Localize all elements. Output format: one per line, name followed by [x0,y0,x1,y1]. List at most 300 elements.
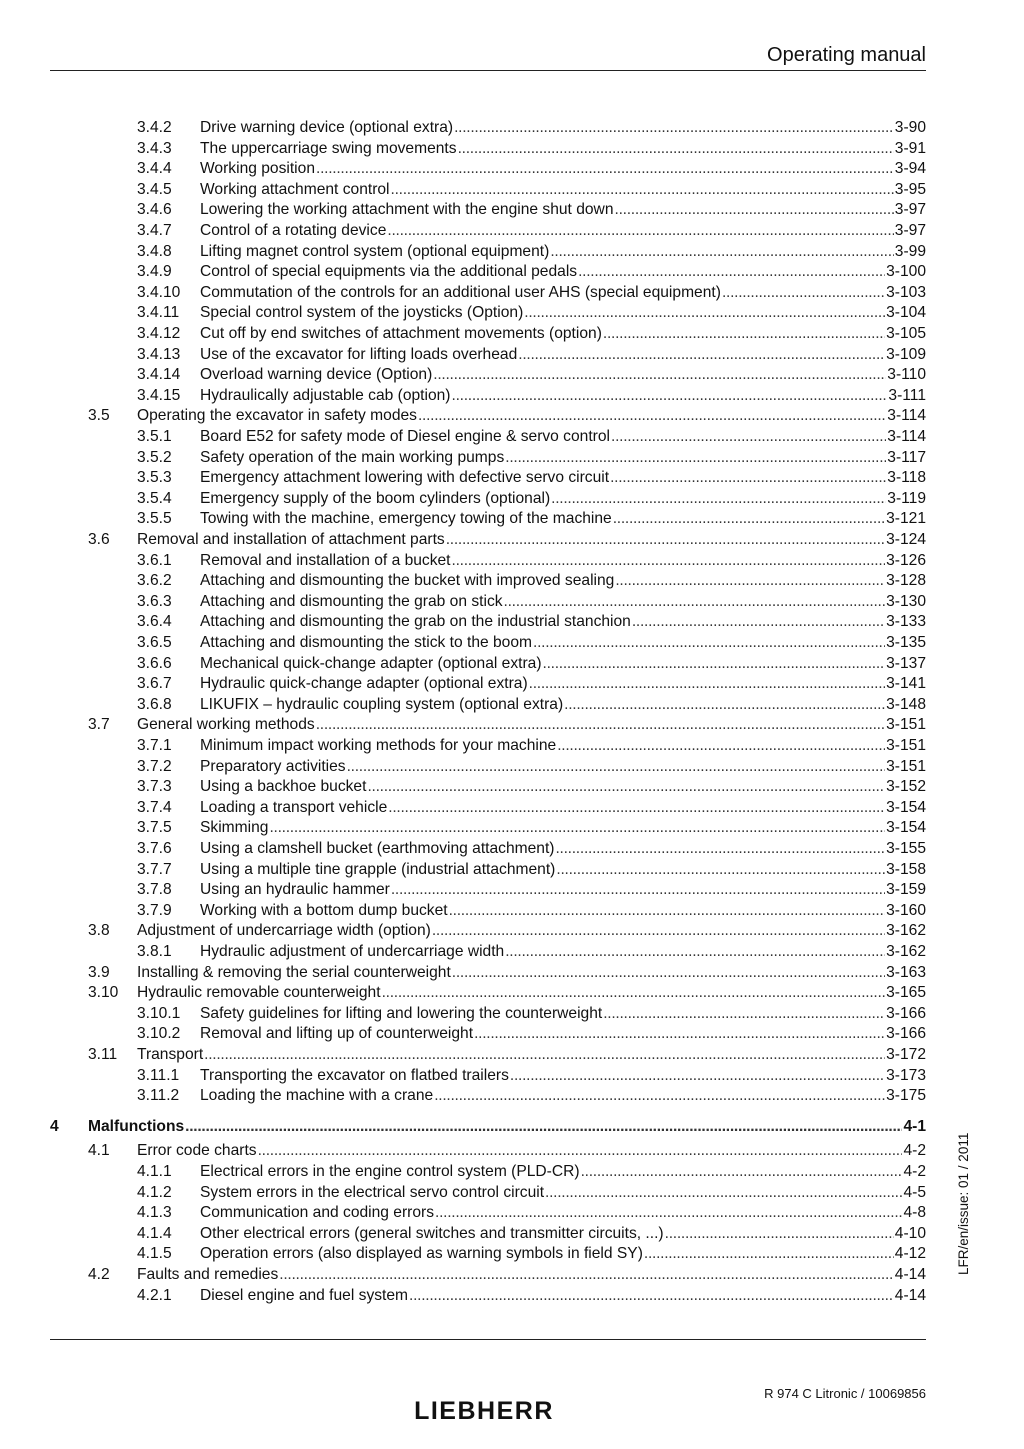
toc-entry-page: 3-133 [886,613,926,631]
toc-entry-title: Faults and remedies [137,1266,279,1283]
toc-entry-line [200,1224,926,1245]
toc-entry-number: 3.4.10 [137,283,181,301]
toc-entry-number: 3.5.4 [137,489,172,507]
toc-entry-line [137,1265,926,1286]
toc-entry-title: Electrical errors in the engine control system (PLD-CR) [200,1163,580,1180]
toc-entry-number: 4.2.1 [137,1286,172,1304]
toc-entry-page: 3-111 [888,386,926,404]
toc-entry-title: Using a backhoe bucket [200,778,367,796]
toc-entry-title: Removal and lifting up of counterweight [200,1025,474,1043]
toc-leader-dots [258,1141,903,1162]
toc-entry [0,860,1024,881]
toc-entry-line [137,921,926,942]
toc-entry-page: 3-154 [886,819,926,837]
toc-entry-page: 4-2 [903,1142,926,1160]
toc-entry-number: 3.11.2 [137,1087,180,1105]
toc-entry-page: 3-104 [886,304,926,322]
toc-entry-line [200,818,926,839]
toc-entry [0,324,1024,345]
toc-leader-dots [388,798,885,819]
toc-entry-number: 3.10 [88,984,119,1002]
toc-entry-page: 3-90 [894,119,926,136]
toc-entry-line [200,303,926,324]
toc-entry [0,736,1024,757]
toc-leader-dots [204,1045,885,1066]
toc-leader-dots [615,200,894,221]
toc-entry-number: 3.4.6 [137,201,172,219]
toc-leader-dots [550,242,893,263]
toc-entry-title: Overload warning device (Option) [200,366,433,384]
toc-entry-number: 3.7.2 [137,757,172,775]
toc-entry-line [200,365,926,386]
toc-entry-title: Using an hydraulic hammer [200,881,390,899]
toc-entry-line [200,860,926,881]
toc-entry-page: 4-8 [903,1204,926,1222]
toc-entry [0,448,1024,469]
toc-entry-title: Transport [137,1046,204,1063]
toc-entry-title: System errors in the electrical servo control circuit [200,1183,545,1201]
svg-text:LIEBHERR: LIEBHERR [414,1397,554,1423]
toc-entry-title: Diesel engine and fuel system [200,1286,409,1304]
toc-entry-title: Loading a transport vehicle [200,798,388,816]
toc-entry-title: Using a multiple tine grapple (industrial attachment) [200,860,556,878]
toc-entry-number: 3.4.4 [137,160,172,178]
toc-entry-title: Safety operation of the main working pumps [200,448,505,466]
toc-entry-page: 3-159 [886,881,926,899]
toc-entry-number: 3.6.7 [137,675,172,693]
toc-entry-line [200,757,926,778]
toc-entry-line [200,736,926,757]
toc-entry-title: Emergency attachment lowering with defective servo circuit [200,469,610,487]
toc-entry [0,880,1024,901]
toc-entry-number: 4.1.5 [137,1245,172,1263]
toc-entry-line [200,242,926,263]
toc-entry-page: 4-12 [894,1245,926,1263]
toc-entry-number: 3.7.5 [137,819,172,837]
toc-entry-page: 3-119 [887,489,926,507]
toc-entry-number: 3.4.11 [137,304,180,322]
toc-entry-number: 3.6.1 [137,551,172,569]
toc-entry-page: 3-91 [894,139,926,157]
toc-entry-line [200,1066,926,1087]
toc-entry-number: 3.5.3 [137,469,172,487]
toc-leader-dots [418,406,886,427]
toc-entry-number: 3.5.2 [137,448,172,466]
toc-entry-number: 3.5 [88,407,110,425]
document-reference: R 974 C Litronic / 10069856 [764,1386,926,1401]
toc-entry-page: 3-114 [887,407,926,425]
toc-leader-dots [452,386,888,407]
toc-leader-dots [610,468,886,489]
toc-leader-dots [505,942,885,963]
toc-leader-dots [432,921,885,942]
toc-leader-dots [545,1183,902,1204]
toc-entry-page: 3-154 [886,798,926,816]
toc-entry-title: Attaching and dismounting the grab on the industrial stanchion [200,613,631,631]
toc-entry-page: 3-97 [894,222,926,239]
toc-entry-title: Removal and installation of a bucket [200,551,451,569]
toc-entry-title: Control of a rotating device [200,222,387,239]
toc-entry-number: 3.4.14 [137,366,181,384]
toc-entry-line [200,386,926,407]
toc-entry [0,159,1024,180]
toc-entry-number: 3.4.13 [137,345,181,363]
toc-entry-line [200,427,926,448]
toc-entry-number: 3.4.3 [137,139,172,157]
issue-label: LFR/en/issue: 01 / 2011 [956,1132,971,1275]
toc-entry-title: Working position [200,160,315,178]
toc-entry [0,757,1024,778]
toc-entry [0,839,1024,860]
toc-entry-title: Board E52 for safety mode of Diesel engine & servo control [200,428,610,445]
toc-entry [0,551,1024,572]
toc-entry-title: Hydraulic adjustment of undercarriage width [200,943,505,960]
toc-entry [0,695,1024,716]
toc-entry [0,1286,1024,1307]
toc-leader-dots [347,757,886,778]
toc-entry-page: 3-163 [886,963,926,981]
toc-leader-dots [505,448,886,469]
toc-entry-title: Cut off by end switches of attachment movements (option) [200,325,602,342]
toc-entry-line [200,324,926,345]
toc-entry-number: 4 [50,1117,59,1135]
footer-rule [50,1339,926,1340]
toc-entry-line [200,592,926,613]
toc-leader-dots [524,303,885,324]
toc-entry-title: Hydraulic removable counterweight [137,984,381,1002]
toc-entry-number: 3.11 [88,1046,118,1063]
toc-entry-title: Minimum impact working methods for your machine [200,737,557,754]
toc-entry-title: Emergency supply of the boom cylinders (optional) [200,489,551,507]
toc-entry [0,530,1024,551]
toc-entry-line [200,180,926,201]
toc-entry [0,633,1024,654]
toc-leader-dots [613,509,885,530]
toc-entry [0,489,1024,510]
toc-entry [0,963,1024,984]
toc-entry-title: Commutation of the controls for an additional user AHS (special equipment) [200,283,721,301]
toc-entry [0,345,1024,366]
toc-entry [0,715,1024,736]
toc-entry-number: 3.7.1 [137,737,172,754]
toc-entry [0,983,1024,1004]
toc-entry-line [200,1162,926,1183]
toc-entry-number: 4.1.2 [137,1183,172,1201]
toc-leader-dots [564,695,885,716]
toc-entry-page: 3-158 [886,860,926,878]
toc-entry-page: 3-124 [886,531,926,548]
toc-entry-page: 3-148 [886,695,926,713]
toc-entry-line [137,715,926,736]
toc-entry-number: 4.1.1 [137,1163,172,1180]
toc-entry [0,262,1024,283]
toc-leader-dots [504,592,886,613]
toc-entry-number: 3.4.15 [137,386,181,404]
toc-entry-page: 3-160 [886,901,926,919]
toc-entry-number: 3.9 [88,963,110,981]
toc-entry [0,386,1024,407]
toc-entry [0,1203,1024,1224]
toc-entry-title: General working methods [137,716,315,734]
toc-entry-number: 4.2 [88,1266,110,1283]
toc-leader-dots [603,1004,885,1025]
toc-entry-title: Using a clamshell bucket (earthmoving attachment) [200,840,555,857]
toc-entry-line [200,1286,926,1307]
toc-entry-title: Transporting the excavator on flatbed trailers [200,1066,509,1084]
toc-entry-number: 3.7.6 [137,840,172,857]
toc-entry-line [200,139,926,160]
toc-entry-page: 4-2 [903,1163,926,1180]
toc-entry [0,180,1024,201]
toc-leader-dots [665,1224,894,1245]
toc-entry-line [200,448,926,469]
toc-entry-title: Attaching and dismounting the stick to the boom [200,634,532,651]
toc-leader-dots [510,1066,885,1087]
toc-entry-title: Hydraulic quick-change adapter (optional extra) [200,675,528,693]
toc-entry-number: 3.7.8 [137,881,172,899]
toc-entry-page: 3-135 [886,634,926,651]
toc-entry-number: 3.7.4 [137,798,172,816]
toc-entry-page: 3-152 [886,778,926,796]
toc-leader-dots [555,839,885,860]
toc-entry-number: 3.8 [88,922,110,940]
toc-entry-page: 3-126 [886,551,926,569]
toc-entry-page: 3-109 [886,345,926,363]
toc-entry [0,901,1024,922]
toc-entry-number: 3.4.12 [137,325,181,342]
toc-entry-title: Communication and coding errors [200,1204,435,1222]
toc-entry-title: Attaching and dismounting the bucket with improved sealing [200,572,615,590]
toc-entry [0,1004,1024,1025]
toc-entry [0,942,1024,963]
toc-entry-page: 3-121 [886,510,926,528]
toc-entry-page: 3-99 [894,242,926,260]
toc-entry-title: LIKUFIX – hydraulic coupling system (optional extra) [200,695,564,713]
toc-entry-page: 3-166 [886,1025,926,1043]
toc-entry-line [137,406,926,427]
toc-entry-title: Preparatory activities [200,757,346,775]
toc-entry [0,221,1024,242]
toc-entry-line [200,159,926,180]
toc-entry-line [200,942,926,963]
toc-entry-number: 3.4.8 [137,242,172,260]
toc-entry-title: Other electrical errors (general switches and transmitter circuits, ...) [200,1224,664,1242]
toc-leader-dots [551,489,886,510]
toc-leader-dots [387,221,893,242]
toc-entry-page: 4-10 [894,1224,926,1242]
toc-entry [0,798,1024,819]
toc-entry-line [200,901,926,922]
toc-entry-page: 3-94 [894,160,926,178]
toc-entry-number: 3.6.8 [137,695,172,713]
toc-leader-dots [556,860,885,881]
toc-entry-line [200,118,926,139]
toc-entry-line [200,489,926,510]
toc-entry-title: Operation errors (also displayed as warning symbols in field SY) [200,1245,643,1263]
toc-entry [0,1244,1024,1265]
toc-entry-number: 3.10.1 [137,1004,181,1022]
toc-entry-line [200,695,926,716]
toc-entry-page: 4-1 [903,1117,926,1135]
toc-entry-line [88,1117,926,1138]
toc-entry-page: 3-128 [886,572,926,590]
toc-leader-dots [382,983,886,1004]
toc-entry-page: 3-162 [886,943,926,960]
toc-entry-number: 4.1.4 [137,1224,172,1242]
toc-entry [0,777,1024,798]
toc-leader-dots [611,427,886,448]
toc-leader-dots [452,551,886,572]
toc-entry-line [200,880,926,901]
liebherr-logo-mark [404,1397,564,1423]
toc-leader-dots [316,159,894,180]
toc-entry-title: Lifting magnet control system (optional equipment) [200,242,550,260]
toc-leader-dots [391,180,894,201]
toc-entry-number: 3.10.2 [137,1025,181,1043]
toc-entry-line [200,345,926,366]
toc-entry [0,571,1024,592]
toc-entry-line [200,221,926,242]
toc-entry-title: The uppercarriage swing movements [200,139,457,157]
toc-entry-page: 3-105 [886,325,926,342]
toc-entry-page: 3-173 [886,1066,926,1084]
toc-entry-number: 4.1.3 [137,1204,172,1222]
toc-leader-dots [529,674,885,695]
toc-entry-number: 3.4.9 [137,263,172,281]
toc-entry [0,674,1024,695]
toc-entry [0,818,1024,839]
toc-entry-page: 3-114 [887,428,926,445]
toc-entry [0,654,1024,675]
toc-leader-dots [435,1203,902,1224]
toc-entry-line [200,262,926,283]
toc-leader-dots [452,963,885,984]
toc-leader-dots [279,1265,894,1286]
toc-entry-page: 3-141 [886,675,926,693]
toc-leader-dots [433,365,886,386]
toc-entry-page: 4-5 [903,1183,926,1201]
toc-entry-title: Removal and installation of attachment parts [137,531,445,548]
toc-entry-line [200,551,926,572]
page-header [50,42,926,71]
toc-entry-title: Loading the machine with a crane [200,1087,434,1105]
toc-entry [0,592,1024,613]
toc-entry [0,1141,1024,1162]
toc-entry-title: Installing & removing the serial counterweight [137,963,451,981]
toc-entry [0,139,1024,160]
toc-entry-title: Lowering the working attachment with the engine shut down [200,201,614,219]
toc-leader-dots [543,654,886,675]
toc-entry-line [200,633,926,654]
toc-entry-line [200,1244,926,1265]
toc-leader-dots [269,818,885,839]
toc-entry-line [137,530,926,551]
toc-entry-number: 3.4.5 [137,180,172,198]
toc-entry [0,365,1024,386]
toc-entry-page: 3-110 [887,366,926,384]
toc-entry [0,1117,1024,1138]
toc-entry [0,283,1024,304]
toc-entry-title: Drive warning device (optional extra) [200,119,454,136]
toc-entry-number: 3.7 [88,716,110,734]
toc-entry-page: 3-97 [894,201,926,219]
toc-leader-dots [449,901,886,922]
toc-leader-dots [367,777,885,798]
toc-entry-title: Adjustment of undercarriage width (option) [137,922,431,940]
toc-entry-page: 3-118 [887,469,926,487]
toc-leader-dots [391,880,885,901]
toc-leader-dots [632,612,885,633]
toc-entry-number: 3.8.1 [137,943,172,960]
toc-entry-page: 3-165 [886,984,926,1002]
toc-entry-line [200,1203,926,1224]
toc-entry-page: 3-130 [886,592,926,610]
toc-leader-dots [603,324,885,345]
toc-entry-title: Control of special equipments via the additional pedals [200,263,578,281]
toc-entry [0,1183,1024,1204]
toc-leader-dots [454,118,894,139]
toc-leader-dots [316,715,885,736]
toc-entry-title: Attaching and dismounting the grab on stick [200,592,503,610]
toc-entry-line [137,1141,926,1162]
toc-leader-dots [578,262,885,283]
toc-entry-number: 3.7.3 [137,778,172,796]
toc-entry [0,303,1024,324]
toc-entry-line [200,777,926,798]
toc-entry-page: 3-103 [886,283,926,301]
toc-entry-line [200,200,926,221]
toc-entry [0,468,1024,489]
toc-entry-page: 3-151 [886,737,926,754]
toc-entry-page: 3-162 [886,922,926,940]
toc-entry-page: 3-151 [886,716,926,734]
toc-entry [0,118,1024,139]
toc-entry-title: Working with a bottom dump bucket [200,901,448,919]
toc-entry [0,612,1024,633]
toc-entry-title: Use of the excavator for lifting loads overhead [200,345,518,363]
toc-leader-dots [557,736,885,757]
header-title: Operating manual [767,44,926,66]
toc-entry [0,406,1024,427]
toc-entry [0,1086,1024,1107]
toc-entry-number: 3.5.5 [137,510,172,528]
toc-entry-title: Skimming [200,819,269,837]
toc-entry-number: 3.6 [88,531,110,548]
toc-leader-dots [615,571,885,592]
toc-leader-dots [458,139,894,160]
toc-entry-number: 3.6.5 [137,634,172,651]
toc-leader-dots [518,345,885,366]
toc-entry-title: Towing with the machine, emergency towing of the machine [200,510,612,528]
toc-entry-number: 3.4.2 [137,119,172,136]
toc-entry-line [137,1045,926,1066]
toc-entry [0,509,1024,530]
toc-entry-title: Safety guidelines for lifting and lowering the counterweight [200,1004,603,1022]
toc-entry-title: Working attachment control [200,180,390,198]
toc-entry-page: 3-166 [886,1004,926,1022]
toc-entry-page: 3-151 [886,757,926,775]
toc-entry [0,921,1024,942]
toc-leader-dots [581,1162,903,1183]
toc-leader-dots [533,633,885,654]
toc-entry-number: 3.7.7 [137,860,172,878]
toc-entry [0,1045,1024,1066]
toc-entry-number: 3.7.9 [137,901,172,919]
toc-entry-page: 3-175 [886,1087,926,1105]
toc-leader-dots [434,1086,885,1107]
toc-entry-line [200,509,926,530]
toc-entry-line [200,571,926,592]
